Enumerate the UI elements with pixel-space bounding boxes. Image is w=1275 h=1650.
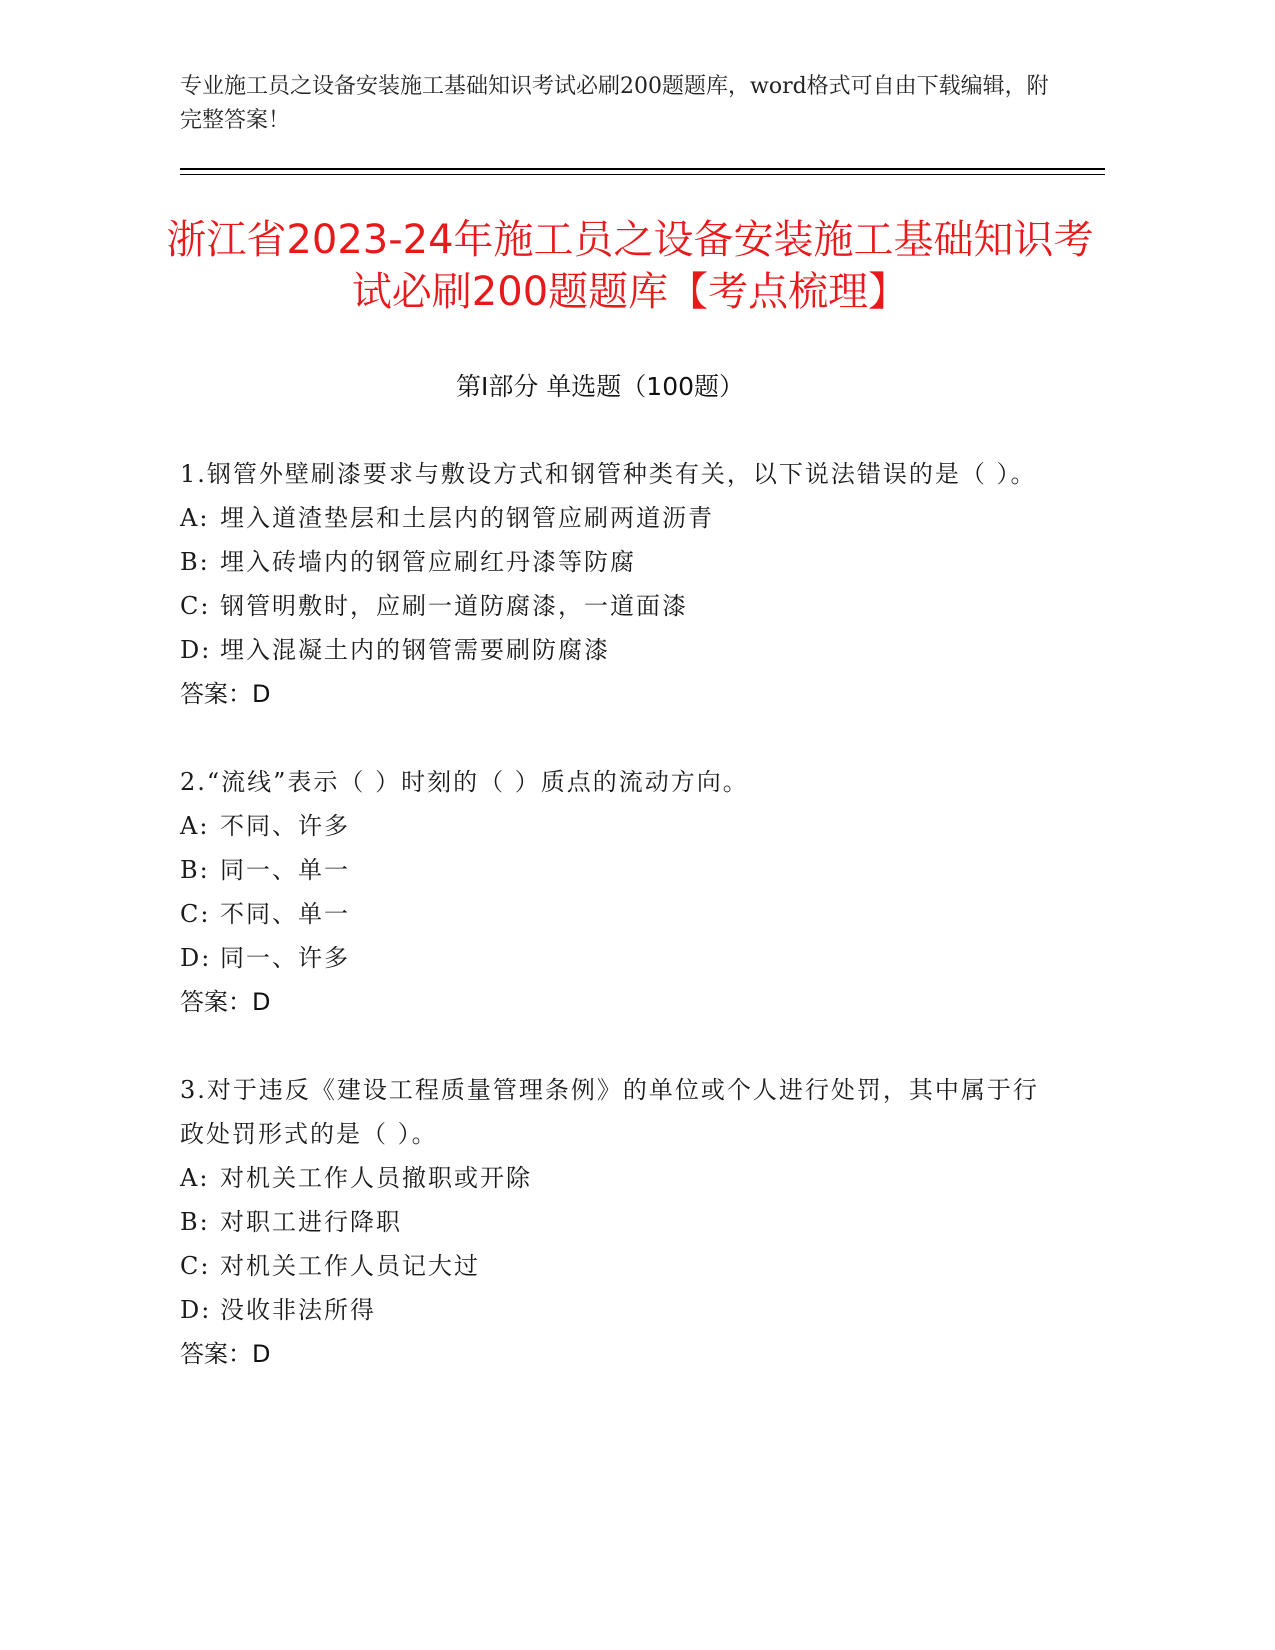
option-c [180,1244,1060,1288]
option-b [180,1200,1060,1244]
option-letter: A: [180,504,210,532]
option-letter: A: [180,1164,210,1192]
option-text: 对机关工作人员记大过 [220,1252,480,1280]
option-a [180,496,1060,540]
option-c [180,584,1060,628]
option-text: 不同、许多 [220,812,350,840]
option-d [180,1288,1060,1332]
option-a [180,804,1060,848]
header-divider-thin [180,174,1105,175]
question-list [180,452,1060,1420]
question-3 [180,1068,1060,1376]
option-d [180,628,1060,672]
header-note: 专业施工员之设备安装施工基础知识考试必刷200题题库，word格式可自由下载编辑，附完整答案！ [180,74,1049,133]
option-a [180,1156,1060,1200]
option-text: 埋入砖墙内的钢管应刷红丹漆等防腐 [220,548,636,576]
option-b [180,540,1060,584]
document-title: 浙江省2023-24年施工员之设备安装施工基础知识考试必刷200题题库【考点梳理】 [166,217,1094,315]
option-letter: C: [180,1252,211,1280]
option-text: 同一、单一 [220,856,350,884]
option-letter: B: [180,1208,210,1236]
question-stem: 1.钢管外壁刷漆要求与敷设方式和钢管种类有关，以下说法错误的是（ ）。 [180,460,1037,488]
option-letter: D: [180,636,212,664]
option-c [180,892,1060,936]
option-text: 对机关工作人员撤职或开除 [220,1164,532,1192]
option-text: 埋入道渣垫层和土层内的钢管应刷两道沥青 [220,504,714,532]
option-letter: D: [180,944,212,972]
section-title: 第Ⅰ部分 单选题（100题） [455,372,745,401]
question-stem: 3.对于违反《建设工程质量管理条例》的单位或个人进行处罚，其中属于行政处罚形式的是（ ）。 [180,1076,1039,1148]
question-stem: 2.“流线”表示（ ）时刻的（ ）质点的流动方向。 [180,768,749,796]
answer: 答案：D [180,988,271,1016]
answer: 答案：D [180,680,271,708]
option-letter: B: [180,856,210,884]
option-d [180,936,1060,980]
option-letter: C: [180,592,211,620]
option-letter: C: [180,900,211,928]
option-b [180,848,1060,892]
option-letter: A: [180,812,210,840]
question-2 [180,760,1060,1024]
option-text: 埋入混凝土内的钢管需要刷防腐漆 [220,636,610,664]
option-text: 不同、单一 [220,900,350,928]
option-text: 对职工进行降职 [220,1208,402,1236]
option-letter: D: [180,1296,212,1324]
question-1 [180,452,1060,716]
option-text: 钢管明敷时，应刷一道防腐漆，一道面漆 [220,592,688,620]
option-text: 没收非法所得 [220,1296,376,1324]
option-letter: B: [180,548,210,576]
option-text: 同一、许多 [220,944,350,972]
answer: 答案：D [180,1340,271,1368]
header-divider-thick [180,168,1105,170]
